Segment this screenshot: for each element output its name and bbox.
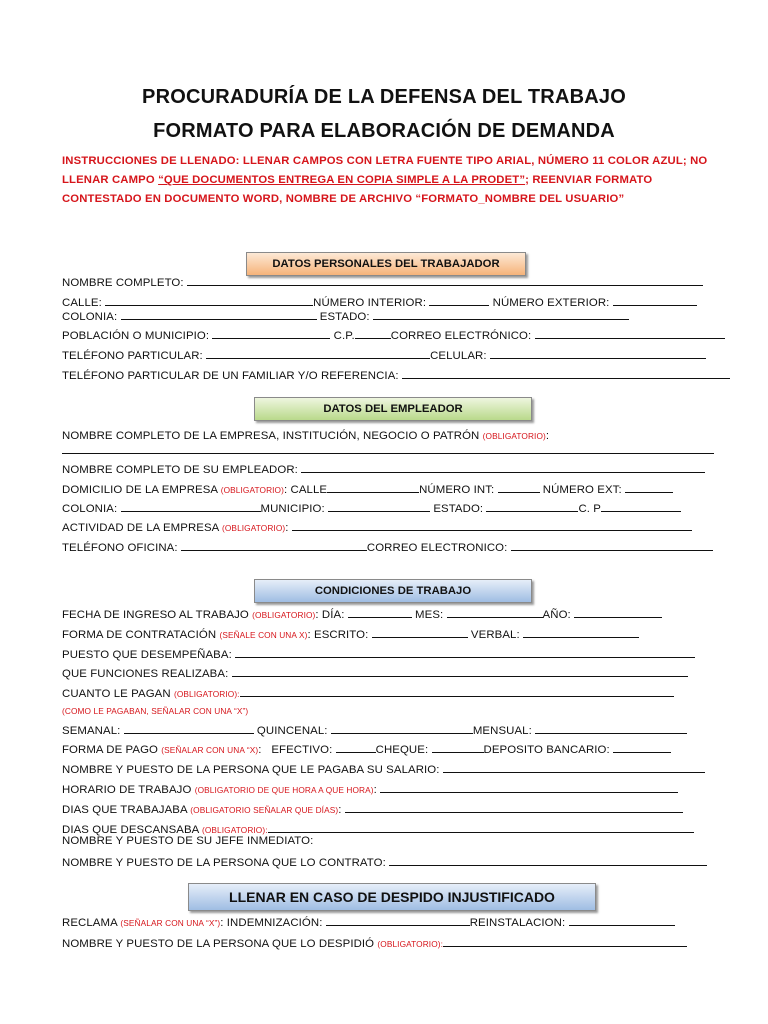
section-personal-header: DATOS PERSONALES DEL TRABAJADOR [246,252,526,276]
row-nombre: NOMBRE COMPLETO: [62,275,703,289]
field-verbal[interactable] [523,627,639,638]
field-efectivo[interactable] [336,742,376,753]
field-tel-particular[interactable] [206,348,430,359]
field-puesto[interactable] [235,647,695,658]
field-semanal[interactable] [124,723,254,734]
field-quincenal[interactable] [331,723,473,734]
field-calle[interactable] [105,295,313,306]
row-como-pagaban: (COMO LE PAGABAN, SEÑALAR CON UNA “X”) [62,706,249,716]
field-correo[interactable] [535,328,725,339]
field-actividad[interactable] [292,520,692,531]
field-estado-empresa[interactable] [486,501,578,512]
field-poblacion[interactable] [212,328,330,339]
field-tel-familiar[interactable] [402,368,730,379]
section-dismissal-header: LLENAR EN CASO DE DESPIDO INJUSTIFICADO [188,883,596,911]
row-funciones: QUE FUNCIONES REALIZABA: [62,666,688,680]
row-tel-familiar: TELÉFONO PARTICULAR DE UN FAMILIAR Y/O REFERENCIA: [62,368,730,382]
field-empleador[interactable] [301,462,705,473]
field-cp[interactable] [355,328,391,339]
field-num-ext[interactable] [625,482,673,493]
row-calle: CALLE: NÚMERO INTERIOR: NÚMERO EXTERIOR: [62,295,697,309]
field-celular[interactable] [490,348,706,359]
row-dias-descansaba: DIAS QUE DESCANSABA (OBLIGATORIO): [62,822,694,836]
field-escrito[interactable] [372,627,468,638]
field-despidio[interactable] [443,936,687,947]
row-dias-trabajaba: DIAS QUE TRABAJABA (OBLIGATORIO SEÑALAR QUE DÍAS): [62,802,683,816]
row-poblacion: POBLACIÓN O MUNICIPIO: C.P. CORREO ELECTRÓNICO: [62,328,725,342]
field-cp-empresa[interactable] [601,501,681,512]
field-deposito[interactable] [613,742,671,753]
field-dia[interactable] [348,607,412,618]
section-employer-header: DATOS DEL EMPLEADOR [254,397,532,421]
field-persona-pagaba[interactable] [443,762,705,773]
row-persona-pagaba: NOMBRE Y PUESTO DE LA PERSONA QUE LE PAGABA SU SALARIO: [62,762,705,776]
page-title: PROCURADURÍA DE LA DEFENSA DEL TRABAJO [142,86,626,108]
row-contrato: NOMBRE Y PUESTO DE LA PERSONA QUE LO CONTRATO: [62,855,707,869]
row-cuanto-pagan: CUANTO LE PAGAN (OBLIGATORIO): [62,686,674,700]
row-reclama: RECLAMA (SEÑALAR CON UNA “X”): INDEMNIZACIÓN: REINSTALACION: [62,915,675,929]
field-anio[interactable] [574,607,662,618]
field-colonia[interactable] [121,309,317,320]
field-tel-oficina[interactable] [181,540,367,551]
row-empleador: NOMBRE COMPLETO DE SU EMPLEADOR: [62,462,705,476]
row-forma-contratacion: FORMA DE CONTRATACIÓN (SEÑALE CON UNA X): ESCRITO: VERBAL: [62,627,639,641]
field-funciones[interactable] [232,666,688,677]
field-estado[interactable] [373,309,629,320]
row-fecha-ingreso: FECHA DE INGRESO AL TRABAJO (OBLIGATORIO): DÍA: MES: AÑO: [62,607,662,621]
field-reinstalacion[interactable] [569,915,675,926]
field-nombre[interactable] [187,275,703,286]
field-num-interior[interactable] [429,295,489,306]
section-conditions-header: CONDICIONES DE TRABAJO [254,579,532,603]
row-despidio: NOMBRE Y PUESTO DE LA PERSONA QUE LO DESPIDIÓ (OBLIGATORIO): [62,936,687,950]
field-mensual[interactable] [535,723,687,734]
row-colonia-empresa: COLONIA: MUNICIPIO: ESTADO: C. P [62,501,681,515]
row-colonia: COLONIA: ESTADO: [62,309,629,323]
row-tel-oficina: TELÉFONO OFICINA: CORREO ELECTRONICO: [62,540,713,554]
field-cheque[interactable] [432,742,484,753]
row-domicilio: DOMICILIO DE LA EMPRESA (OBLIGATORIO): CALLE NÚMERO INT: NÚMERO EXT: [62,482,673,496]
row-empresa-line [62,443,714,457]
field-colonia-empresa[interactable] [121,501,261,512]
field-domicilio-calle[interactable] [327,482,419,493]
field-cuanto-pagan[interactable] [240,686,674,697]
field-mes[interactable] [447,607,543,618]
field-empresa[interactable] [62,443,714,454]
field-num-exterior[interactable] [613,295,697,306]
row-puesto: PUESTO QUE DESEMPEÑABA: [62,647,695,661]
row-empresa: NOMBRE COMPLETO DE LA EMPRESA, INSTITUCIÓN, NEGOCIO O PATRÓN (OBLIGATORIO): [62,430,550,442]
instructions: INSTRUCCIONES DE LLENADO: LLENAR CAMPOS CON LETRA FUENTE TIPO ARIAL, NÚMERO 11 COLOR AZUL; NO LLENAR CAMPO “QUE DOCUMENTOS ENTREGA EN COPIA SIMPLE A LA PRODET”; REENVIAR FORMATO CONTESTADO EN DOCUMENTO WORD, NOMBRE DE ARCHIVO “FORMATO_NOMBRE DEL USUARIO” [62,155,708,205]
row-forma-pago: FORMA DE PAGO (SEÑALAR CON UNA “X): EFECTIVO: CHEQUE: DEPOSITO BANCARIO: [62,742,671,756]
row-actividad: ACTIVIDAD DE LA EMPRESA (OBLIGATORIO): [62,520,692,534]
row-jefe: NOMBRE Y PUESTO DE SU JEFE INMEDIATO: [62,835,317,847]
field-indemnizacion[interactable] [326,915,470,926]
row-periodicidad: SEMANAL: QUINCENAL: MENSUAL: [62,723,687,737]
field-horario[interactable] [380,782,678,793]
row-telefono: TELÉFONO PARTICULAR: CELULAR: [62,348,706,362]
field-dias-trabajaba[interactable] [345,802,683,813]
field-contrato[interactable] [389,855,707,866]
row-horario: HORARIO DE TRABAJO (OBLIGATORIO DE QUE HORA A QUE HORA): [62,782,678,796]
field-dias-descansaba[interactable] [268,822,694,833]
field-num-int[interactable] [498,482,540,493]
field-correo-empresa[interactable] [511,540,713,551]
field-municipio[interactable] [328,501,430,512]
page-subtitle: FORMATO PARA ELABORACIÓN DE DEMANDA [153,120,615,142]
